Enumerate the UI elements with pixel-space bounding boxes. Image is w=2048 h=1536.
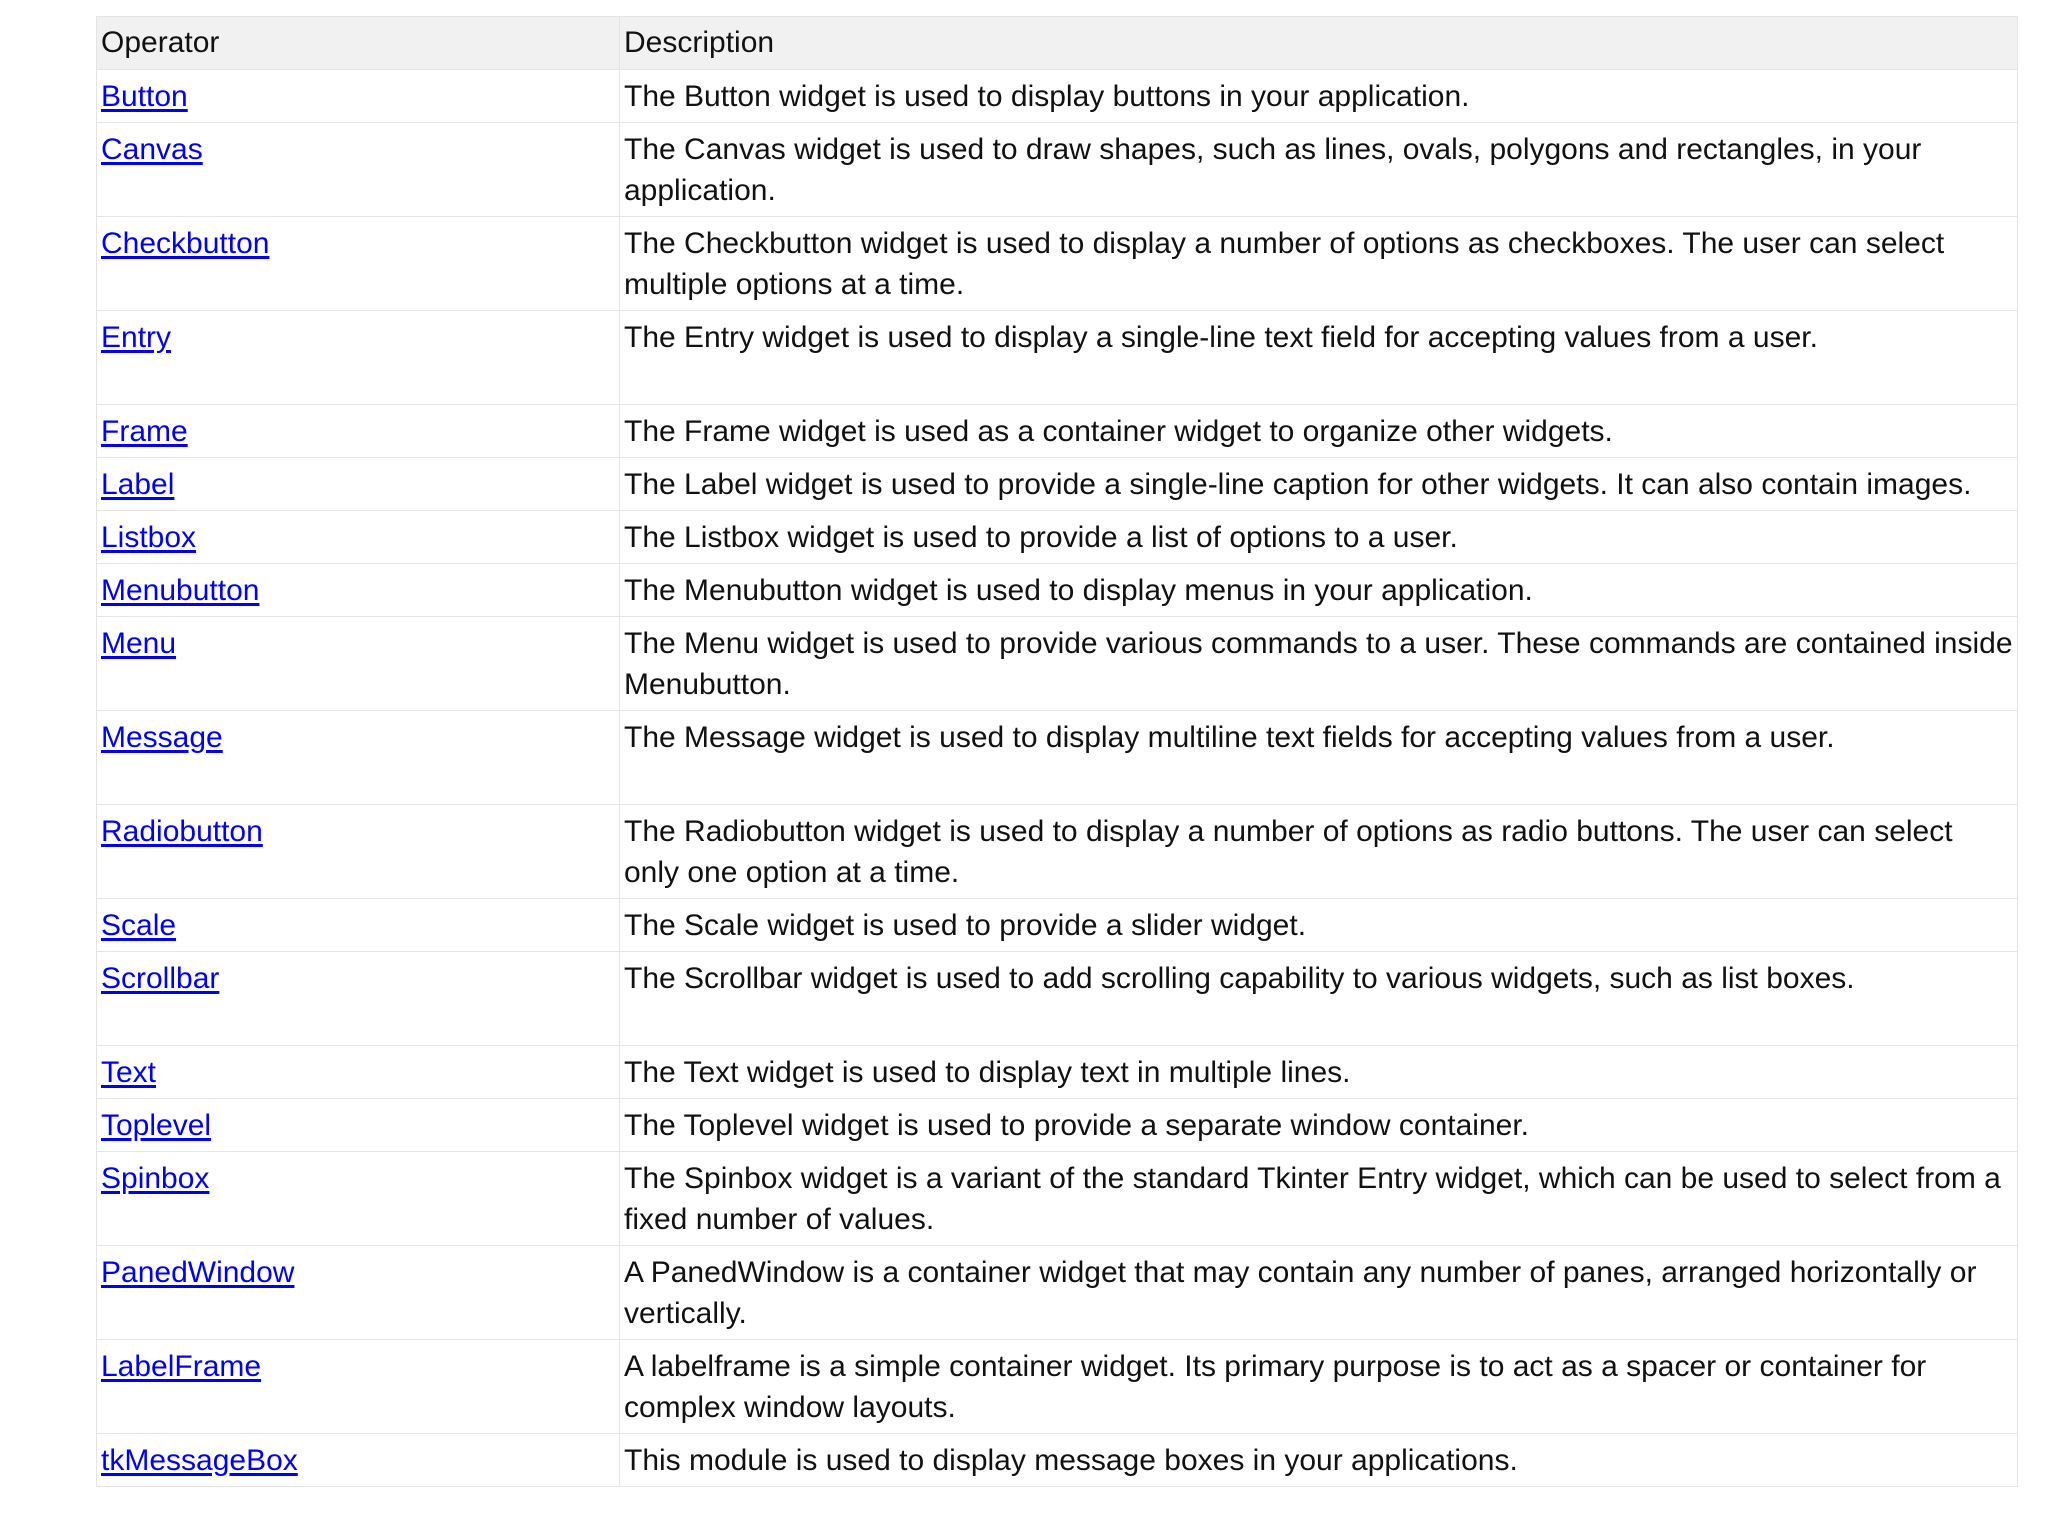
table-row bbox=[97, 952, 2018, 1046]
description-cell: A PanedWindow is a container widget that may contain any number of panes, arranged horizontally or vertically. bbox=[620, 1246, 2018, 1340]
table-row bbox=[97, 564, 2018, 617]
table-row bbox=[97, 805, 2018, 899]
operator-link-entry[interactable]: Entry bbox=[101, 321, 172, 354]
operator-link-label[interactable]: Label bbox=[101, 468, 175, 501]
operator-column-header: Operator bbox=[97, 17, 620, 70]
description-cell: The Scale widget is used to provide a slider widget. bbox=[620, 899, 2018, 952]
operator-cell bbox=[97, 217, 620, 311]
description-cell: The Menu widget is used to provide various commands to a user. These commands are contained inside Menubutton. bbox=[620, 617, 2018, 711]
table-row bbox=[97, 711, 2018, 805]
operator-link-labelframe[interactable]: LabelFrame bbox=[101, 1350, 262, 1383]
operator-link-spinbox[interactable]: Spinbox bbox=[101, 1162, 210, 1195]
table-row bbox=[97, 123, 2018, 217]
operator-link-toplevel[interactable]: Toplevel bbox=[101, 1109, 212, 1142]
table-row bbox=[97, 511, 2018, 564]
operator-cell bbox=[97, 1434, 620, 1487]
operator-link-menubutton[interactable]: Menubutton bbox=[101, 574, 260, 607]
description-cell: The Button widget is used to display buttons in your application. bbox=[620, 70, 2018, 123]
description-cell: This module is used to display message boxes in your applications. bbox=[620, 1434, 2018, 1487]
table-row bbox=[97, 1246, 2018, 1340]
table-row bbox=[97, 1434, 2018, 1487]
operator-link-text[interactable]: Text bbox=[101, 1056, 157, 1089]
description-cell: The Canvas widget is used to draw shapes, such as lines, ovals, polygons and rectangles, in your application. bbox=[620, 123, 2018, 217]
description-cell: The Checkbutton widget is used to display a number of options as checkboxes. The user can select multiple options at a time. bbox=[620, 217, 2018, 311]
operator-cell bbox=[97, 70, 620, 123]
operator-link-radiobutton[interactable]: Radiobutton bbox=[101, 815, 263, 848]
operator-cell bbox=[97, 564, 620, 617]
table-row bbox=[97, 1099, 2018, 1152]
table-row bbox=[97, 458, 2018, 511]
operator-link-frame[interactable]: Frame bbox=[101, 415, 188, 448]
operator-cell bbox=[97, 805, 620, 899]
operator-cell bbox=[97, 1046, 620, 1099]
operator-link-scrollbar[interactable]: Scrollbar bbox=[101, 962, 220, 995]
description-cell: The Scrollbar widget is used to add scrolling capability to various widgets, such as list boxes. bbox=[620, 952, 2018, 1046]
description-cell: The Text widget is used to display text in multiple lines. bbox=[620, 1046, 2018, 1099]
operator-cell bbox=[97, 899, 620, 952]
operator-cell bbox=[97, 311, 620, 405]
operator-cell bbox=[97, 711, 620, 805]
operator-cell bbox=[97, 511, 620, 564]
table-row bbox=[97, 1152, 2018, 1246]
tkinter-widgets-table bbox=[96, 16, 2018, 1487]
description-cell: The Label widget is used to provide a single-line caption for other widgets. It can also contain images. bbox=[620, 458, 2018, 511]
operator-cell bbox=[97, 617, 620, 711]
operator-link-canvas[interactable]: Canvas bbox=[101, 133, 203, 166]
operator-link-panedwindow[interactable]: PanedWindow bbox=[101, 1256, 295, 1289]
operator-cell bbox=[97, 1246, 620, 1340]
table-row bbox=[97, 1046, 2018, 1099]
operator-link-listbox[interactable]: Listbox bbox=[101, 521, 197, 554]
operator-cell bbox=[97, 1099, 620, 1152]
operator-cell bbox=[97, 1340, 620, 1434]
description-cell: The Message widget is used to display multiline text fields for accepting values from a user. bbox=[620, 711, 2018, 805]
description-cell: The Menubutton widget is used to display menus in your application. bbox=[620, 564, 2018, 617]
description-column-header: Description bbox=[620, 17, 2018, 70]
table-row bbox=[97, 70, 2018, 123]
table-row bbox=[97, 217, 2018, 311]
description-cell: The Frame widget is used as a container widget to organize other widgets. bbox=[620, 405, 2018, 458]
description-cell: The Radiobutton widget is used to display a number of options as radio buttons. The user can select only one option at a time. bbox=[620, 805, 2018, 899]
table-row bbox=[97, 311, 2018, 405]
description-cell: The Listbox widget is used to provide a list of options to a user. bbox=[620, 511, 2018, 564]
operator-cell bbox=[97, 405, 620, 458]
table-row bbox=[97, 405, 2018, 458]
table-row bbox=[97, 899, 2018, 952]
description-cell: The Spinbox widget is a variant of the standard Tkinter Entry widget, which can be used to select from a fixed number of values. bbox=[620, 1152, 2018, 1246]
table-header-row bbox=[97, 17, 2018, 70]
description-cell: The Entry widget is used to display a single-line text field for accepting values from a user. bbox=[620, 311, 2018, 405]
operator-link-menu[interactable]: Menu bbox=[101, 627, 177, 660]
operator-cell bbox=[97, 952, 620, 1046]
description-cell: A labelframe is a simple container widget. Its primary purpose is to act as a spacer or container for complex window layouts. bbox=[620, 1340, 2018, 1434]
operator-link-scale[interactable]: Scale bbox=[101, 909, 177, 942]
operator-cell bbox=[97, 123, 620, 217]
table-row bbox=[97, 1340, 2018, 1434]
operator-link-message[interactable]: Message bbox=[101, 721, 223, 754]
operator-link-button[interactable]: Button bbox=[101, 80, 188, 113]
description-cell: The Toplevel widget is used to provide a separate window container. bbox=[620, 1099, 2018, 1152]
operator-cell bbox=[97, 458, 620, 511]
operator-link-checkbutton[interactable]: Checkbutton bbox=[101, 227, 270, 260]
table-row bbox=[97, 617, 2018, 711]
operator-cell bbox=[97, 1152, 620, 1246]
operator-link-tkmessagebox[interactable]: tkMessageBox bbox=[101, 1444, 298, 1477]
